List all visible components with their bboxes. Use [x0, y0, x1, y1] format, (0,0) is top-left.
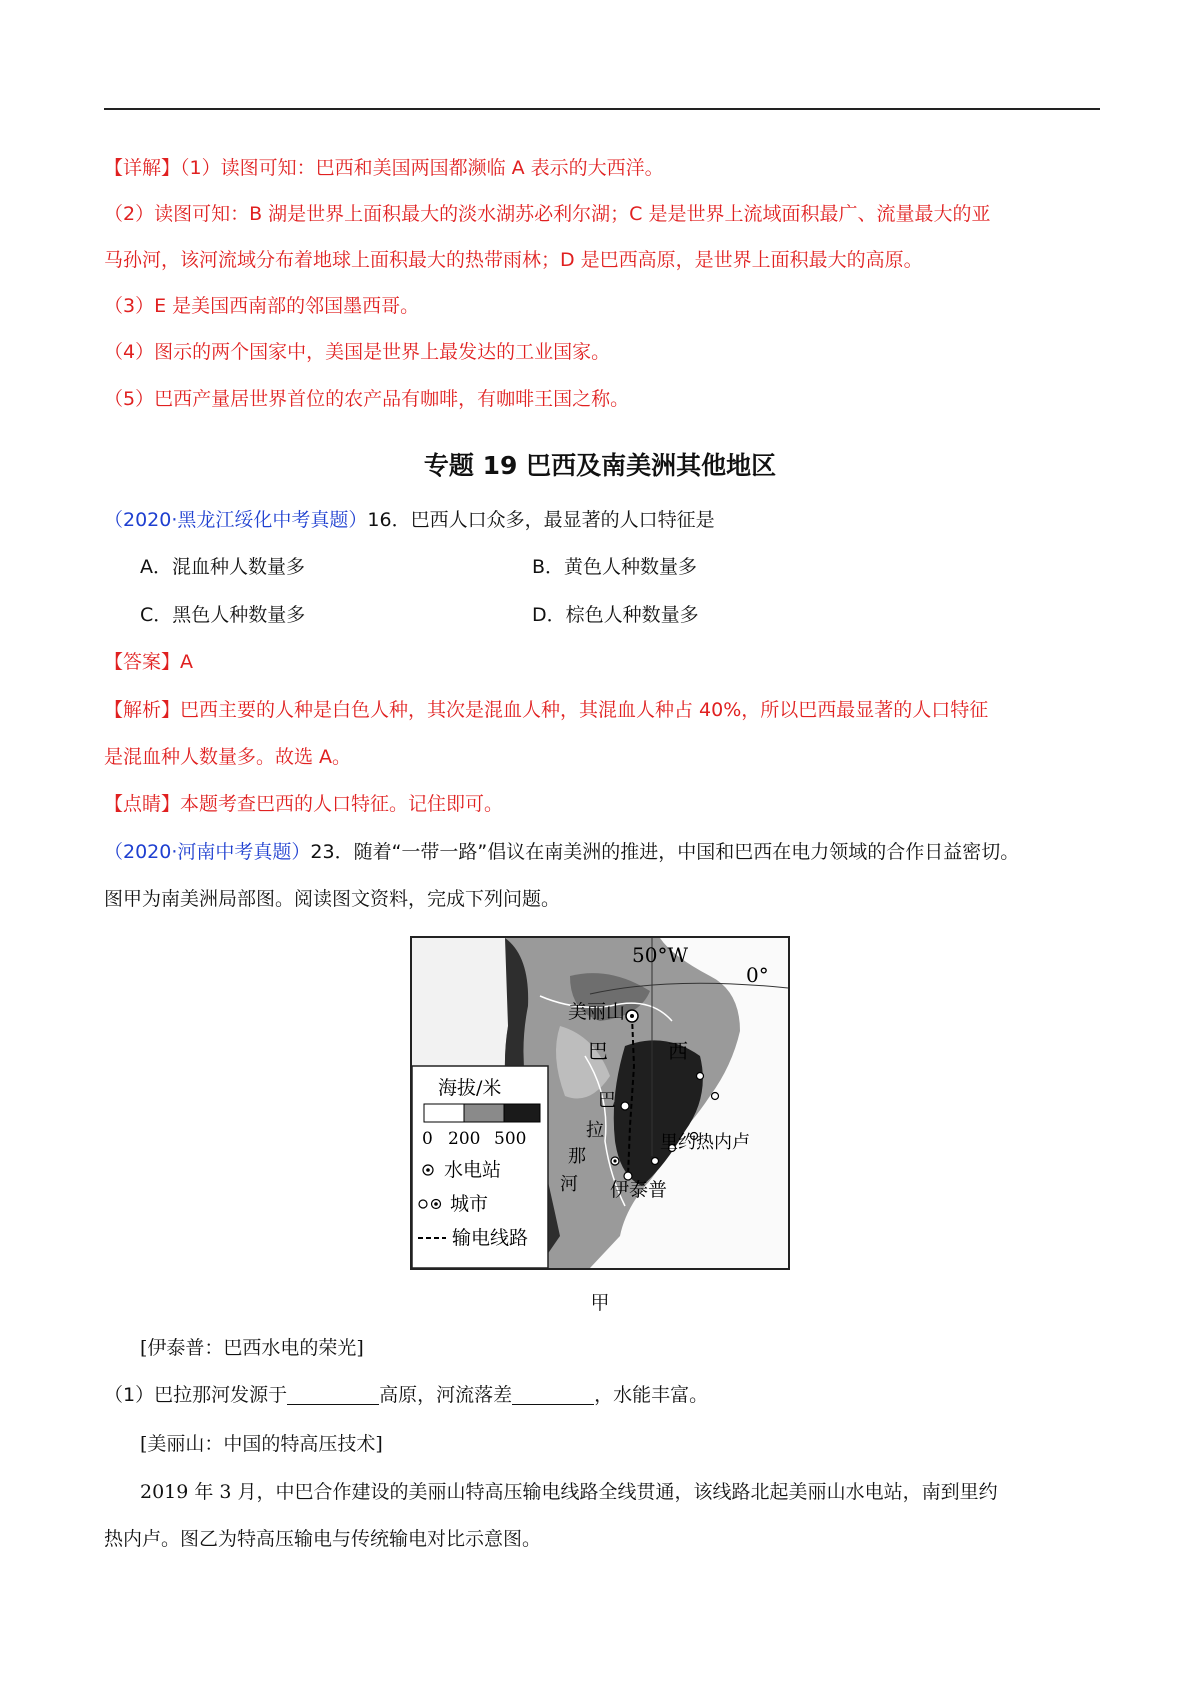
- legend-line: 输电线路: [452, 1227, 529, 1249]
- q16-source: （2020·黑龙江绥化中考真题）: [104, 509, 368, 531]
- q16-analysis-b: 是混血种人数量多。故选 A。: [104, 746, 352, 768]
- legend-city: 城市: [450, 1193, 489, 1215]
- detail-p2b: 马孙河，该河流域分布着地球上面积最大的热带雨林；D 是巴西高原，是世界上面积最大的高原。: [104, 249, 923, 271]
- map-country-char: 巴: [588, 1039, 608, 1063]
- q16-option-b: B．黄色人种数量多: [532, 556, 698, 578]
- legend-tick: 0: [422, 1129, 433, 1149]
- legend-tick: 200: [448, 1129, 481, 1149]
- q16-option-d: D．棕色人种数量多: [532, 604, 699, 626]
- answer-blank-1[interactable]: [287, 1384, 379, 1405]
- detail-p2a: （2）读图可知：B 湖是世界上面积最大的淡水湖苏必利尔湖；C 是是世界上流域面积最广、流量最大的亚: [104, 203, 991, 225]
- q16-stem-line: [104, 506, 715, 534]
- q23-paragraph-b: 热内卢。图乙为特高压输电与传统输电对比示意图。: [104, 1528, 542, 1550]
- detail-p5: （5）巴西产量居世界首位的农产品有咖啡，有咖啡王国之称。: [104, 388, 630, 410]
- map-legend: [412, 1066, 548, 1268]
- q16-comment: 【点睛】本题考查巴西的人口特征。记住即可。: [104, 793, 504, 815]
- answer-blank-2[interactable]: [512, 1384, 594, 1405]
- south-america-map: [410, 936, 790, 1270]
- city-marker: [697, 1073, 704, 1080]
- detail-p1: 【详解】（1）读图可知：巴西和美国两国都濒临 A 表示的大西洋。: [104, 157, 664, 179]
- map-place-meilishan: 美丽山: [568, 1001, 626, 1023]
- city-marker: [652, 1158, 659, 1165]
- q16-option-c: C．黑色人种数量多: [140, 604, 306, 626]
- section-title: 专题 19 巴西及南美洲其他地区: [423, 451, 777, 480]
- map-lon-label: 50°W: [632, 943, 689, 967]
- city-marker: [621, 1102, 629, 1110]
- detail-p4: （4）图示的两个国家中，美国是世界上最发达的工业国家。: [104, 341, 611, 363]
- legend-city-icon: [419, 1200, 427, 1208]
- map-river-char: 巴: [598, 1090, 616, 1111]
- q16-answer: 【答案】A: [104, 651, 194, 673]
- q23-source: （2020·河南中考真题）: [104, 841, 311, 863]
- map-lat-label: 0°: [746, 963, 769, 987]
- legend-hydro: 水电站: [444, 1159, 502, 1181]
- map-river-char: 河: [560, 1174, 578, 1195]
- q23-stem-line: [104, 838, 1019, 866]
- city-marker: [712, 1093, 719, 1100]
- q23-stem-b: 图甲为南美洲局部图。阅读图文资料，完成下列问题。: [104, 888, 561, 910]
- map-river-char: 拉: [586, 1120, 604, 1141]
- q16-analysis-a: 【解析】巴西主要的人种是白色人种，其次是混血人种，其混血人种占 40%，所以巴西最显著的人口特征: [104, 699, 989, 721]
- q23-sub1-title: [伊泰普：巴西水电的荣光]: [140, 1337, 364, 1359]
- q23-paragraph-a: 2019 年 3 月，中巴合作建设的美丽山特高压输电线路全线贯通，该线路北起美丽山水电站，南到里约: [140, 1481, 998, 1503]
- header-rule: [104, 108, 1100, 110]
- map-place-rio: 里约热内卢: [660, 1132, 750, 1153]
- map-river-char: 那: [568, 1146, 586, 1167]
- q16-option-a: A．混血种人数量多: [140, 556, 305, 578]
- q23-sub1-question: （1）巴拉那河发源于 高原，河流落差 ，水能丰富。: [104, 1384, 709, 1406]
- q16-stem: 16．巴西人口众多，最显著的人口特征是: [367, 509, 715, 531]
- detail-p3: （3）E 是美国西南部的邻国墨西哥。: [104, 295, 420, 317]
- q23-sub2-title: [美丽山：中国的特高压技术]: [140, 1433, 383, 1455]
- q23-stem-a: 23．随着“一带一路”倡议在南美洲的推进，中国和巴西在电力领域的合作日益密切。: [310, 841, 1020, 863]
- legend-tick: 500: [494, 1129, 527, 1149]
- map-place-itaipu: 伊泰普: [610, 1179, 668, 1201]
- figure-caption: 甲: [590, 1292, 610, 1314]
- map-country-char: 西: [668, 1039, 688, 1063]
- legend-title: 海拔/米: [438, 1077, 502, 1099]
